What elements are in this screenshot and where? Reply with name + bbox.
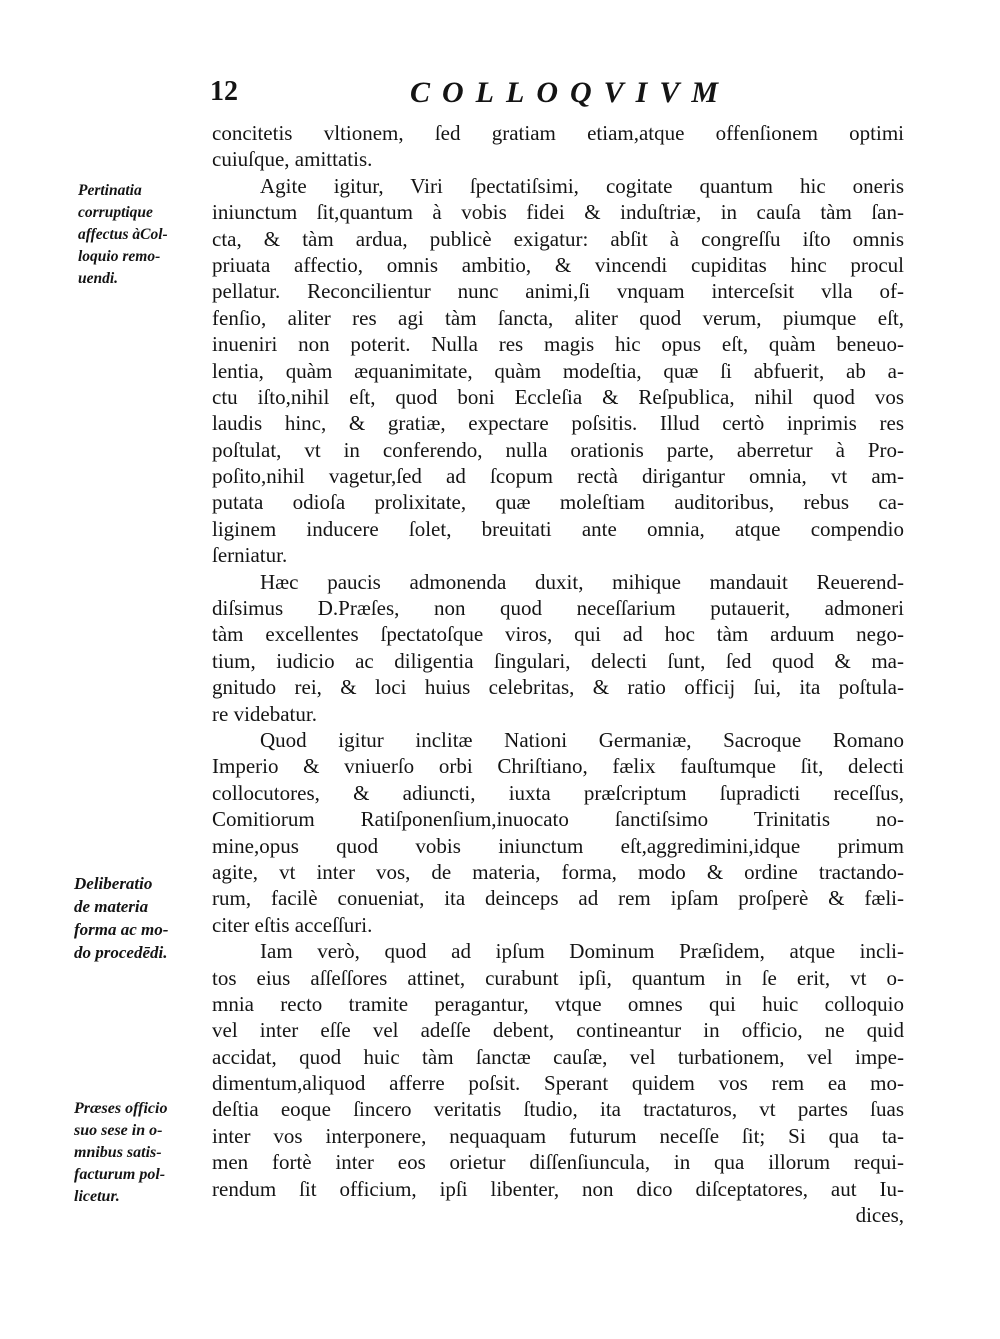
text-line: citer eſtis acceſſuri.	[212, 912, 373, 937]
text-line: iniunctum ſit,quantum à vobis fidei & induſtriæ, in cauſa tàm ſan-	[212, 200, 904, 225]
text-line: Comitiorum Ratiſponenſium,inuocato ſanctiſsimo Trinitatis no-	[212, 807, 904, 832]
text-line: rum, facilè conueniat, ita deinceps ad rem ipſam proſperè & fæli-	[212, 886, 904, 911]
marginal-note-line: de materia	[74, 897, 149, 916]
marginal-note	[74, 872, 202, 964]
marginal-note-line: do procedēdi.	[74, 943, 168, 962]
text-line: Imperio & vniuerſo orbi Chriſtiano, fælix fauſtumque ſit, delecti	[212, 754, 904, 779]
text-line: pellatur. Reconcilientur nunc animi,ſi vnquam interceſsit vlla of-	[212, 279, 904, 304]
text-line: vel inter eſſe vel adeſſe debent, contineantur in officio, ne quid	[212, 1018, 904, 1043]
text-line: deſtia eoque ſincero veritatis ſtudio, ita tractaturos, vt partes ſuas	[212, 1097, 904, 1122]
text-line: rendum ſit officium, ipſi libenter, non dico diſceptatores, aut Iu-	[212, 1176, 904, 1201]
marginal-note-line: affectus àCol-	[78, 226, 168, 243]
text-line: Hæc paucis admonenda duxit, mihique mandauit Reuerend-	[260, 569, 904, 594]
text-line: collocutores, & adiuncti, iuxta præſcriptum ſupradicti receſſus,	[212, 780, 904, 805]
text-line: poſtulat, vt in conferendo, nulla orationis parte, aberretur à Pro-	[212, 437, 904, 462]
text-line: mine,opus quod vobis iniunctum eſt,aggredimini,idque primum	[212, 833, 904, 858]
text-line: inter vos interponere, nequaquam futurum neceſſe ſit; Si qua ta-	[212, 1123, 904, 1148]
text-line: ctu iſto,nihil eſt, quod boni Eccleſia & Reſpublica, nihil quod vos	[212, 384, 904, 409]
text-line: liginem inducere ſolet, breuitati ante omnia, atque compendio	[212, 516, 904, 541]
text-line: accidat, quod huic tàm ſanctæ cauſæ, vel turbationem, vel impe-	[212, 1044, 904, 1069]
text-line: Iam verò, quod ad ipſum Dominum Præſidem, atque incli-	[260, 939, 904, 964]
marginal-note-line: licetur.	[74, 1188, 120, 1205]
text-line: re videbatur.	[212, 701, 317, 726]
marginal-note-line: uendi.	[78, 270, 119, 287]
text-line: men fortè inter eos orietur diſſenſiuncula, in qua illorum requi-	[212, 1150, 904, 1175]
text-line: agite, vt inter vos, de materia, forma, modo & ordine tractando-	[212, 859, 904, 884]
text-line: ſerniatur.	[212, 543, 288, 568]
text-line: concitetis vltionem, ſed gratiam etiam,atque offenſionem optimi	[212, 121, 904, 145]
text-line: inueniri non poterit. Nulla res magis hic opus eſt, quàm beneuo-	[212, 332, 904, 357]
marginal-note-line: Pertinatia	[78, 182, 142, 199]
text-line: Quod igitur inclitæ Nationi Germaniæ, Sacroque Romano	[260, 727, 904, 752]
marginal-note-line: suo sese in o-	[74, 1122, 163, 1139]
marginal-note-line: mnibus satis-	[74, 1144, 162, 1161]
marginal-note-line: Deliberatio	[74, 874, 153, 893]
text-line: cuiuſque, amittatis.	[212, 147, 373, 172]
text-line: tos eius aſſeſſores attinet, curabunt ipſi, quantum in ſe erit, vt o-	[212, 965, 904, 990]
text-line: diſsimus D.Præſes, non quod neceſſarium putauerit, admoneri	[212, 596, 904, 621]
text-line: putata odioſa prolixitate, quæ moleſtiam auditoribus, rebus ca-	[212, 490, 904, 515]
text-line: Agite igitur, Viri ſpectatiſsimi, cogitate quantum hic oneris	[260, 173, 904, 198]
text-line: fenſio, aliter res agi tàm ſancta, aliter quod verum, piumque eſt,	[212, 305, 904, 330]
marginal-note-line: forma ac mo-	[74, 920, 169, 939]
text-line: lentia, quàm æquanimitate, quàm modeſtia, quæ ſi abfuerit, ab a-	[212, 358, 904, 383]
marginal-note-line: facturum pol-	[74, 1166, 166, 1183]
marginal-note	[74, 1098, 202, 1208]
text-line: tium, iudicio ac diligentia ſingulari, delecti ſunt, ſed quod & ma-	[212, 648, 904, 673]
marginal-note-line: Præses officio	[74, 1100, 168, 1117]
running-head-title: COLLOQVIVM	[410, 76, 731, 109]
marginal-note-line: loquio remo-	[78, 248, 161, 265]
text-line: mnia recto tramite peragantur, vtque omnes qui huic colloquio	[212, 991, 904, 1016]
text-line: poſito,nihil vagetur,ſed ad ſcopum rectà dirigantur omnia, vt am-	[212, 464, 904, 489]
text-line: tàm excellentes ſpectatoſque viros, qui ad hoc tàm arduum nego-	[212, 622, 904, 647]
marginal-note	[78, 180, 206, 290]
text-line: laudis hinc, & gratiæ, expectare poſsitis. Illud certò inprimis res	[212, 411, 904, 436]
body-text	[212, 120, 904, 1228]
text-line: gnitudo rei, & loci huius celebritas, & ratio officij ſui, ita poſtula-	[212, 675, 904, 700]
text-line: cta, & tàm ardua, publicè exigatur: abſit à congreſſu iſto omnis	[212, 226, 904, 251]
page-number: 12	[210, 76, 238, 107]
text-line: priuata affectio, omnis ambitio, & vincendi cupiditas hinc procul	[212, 252, 904, 277]
catchword: dices,	[855, 1203, 904, 1228]
text-line: dimentum,aliquod afferre poſsit. Sperant quidem vos rem ea mo-	[212, 1071, 904, 1096]
marginal-note-line: corruptique	[78, 204, 153, 221]
